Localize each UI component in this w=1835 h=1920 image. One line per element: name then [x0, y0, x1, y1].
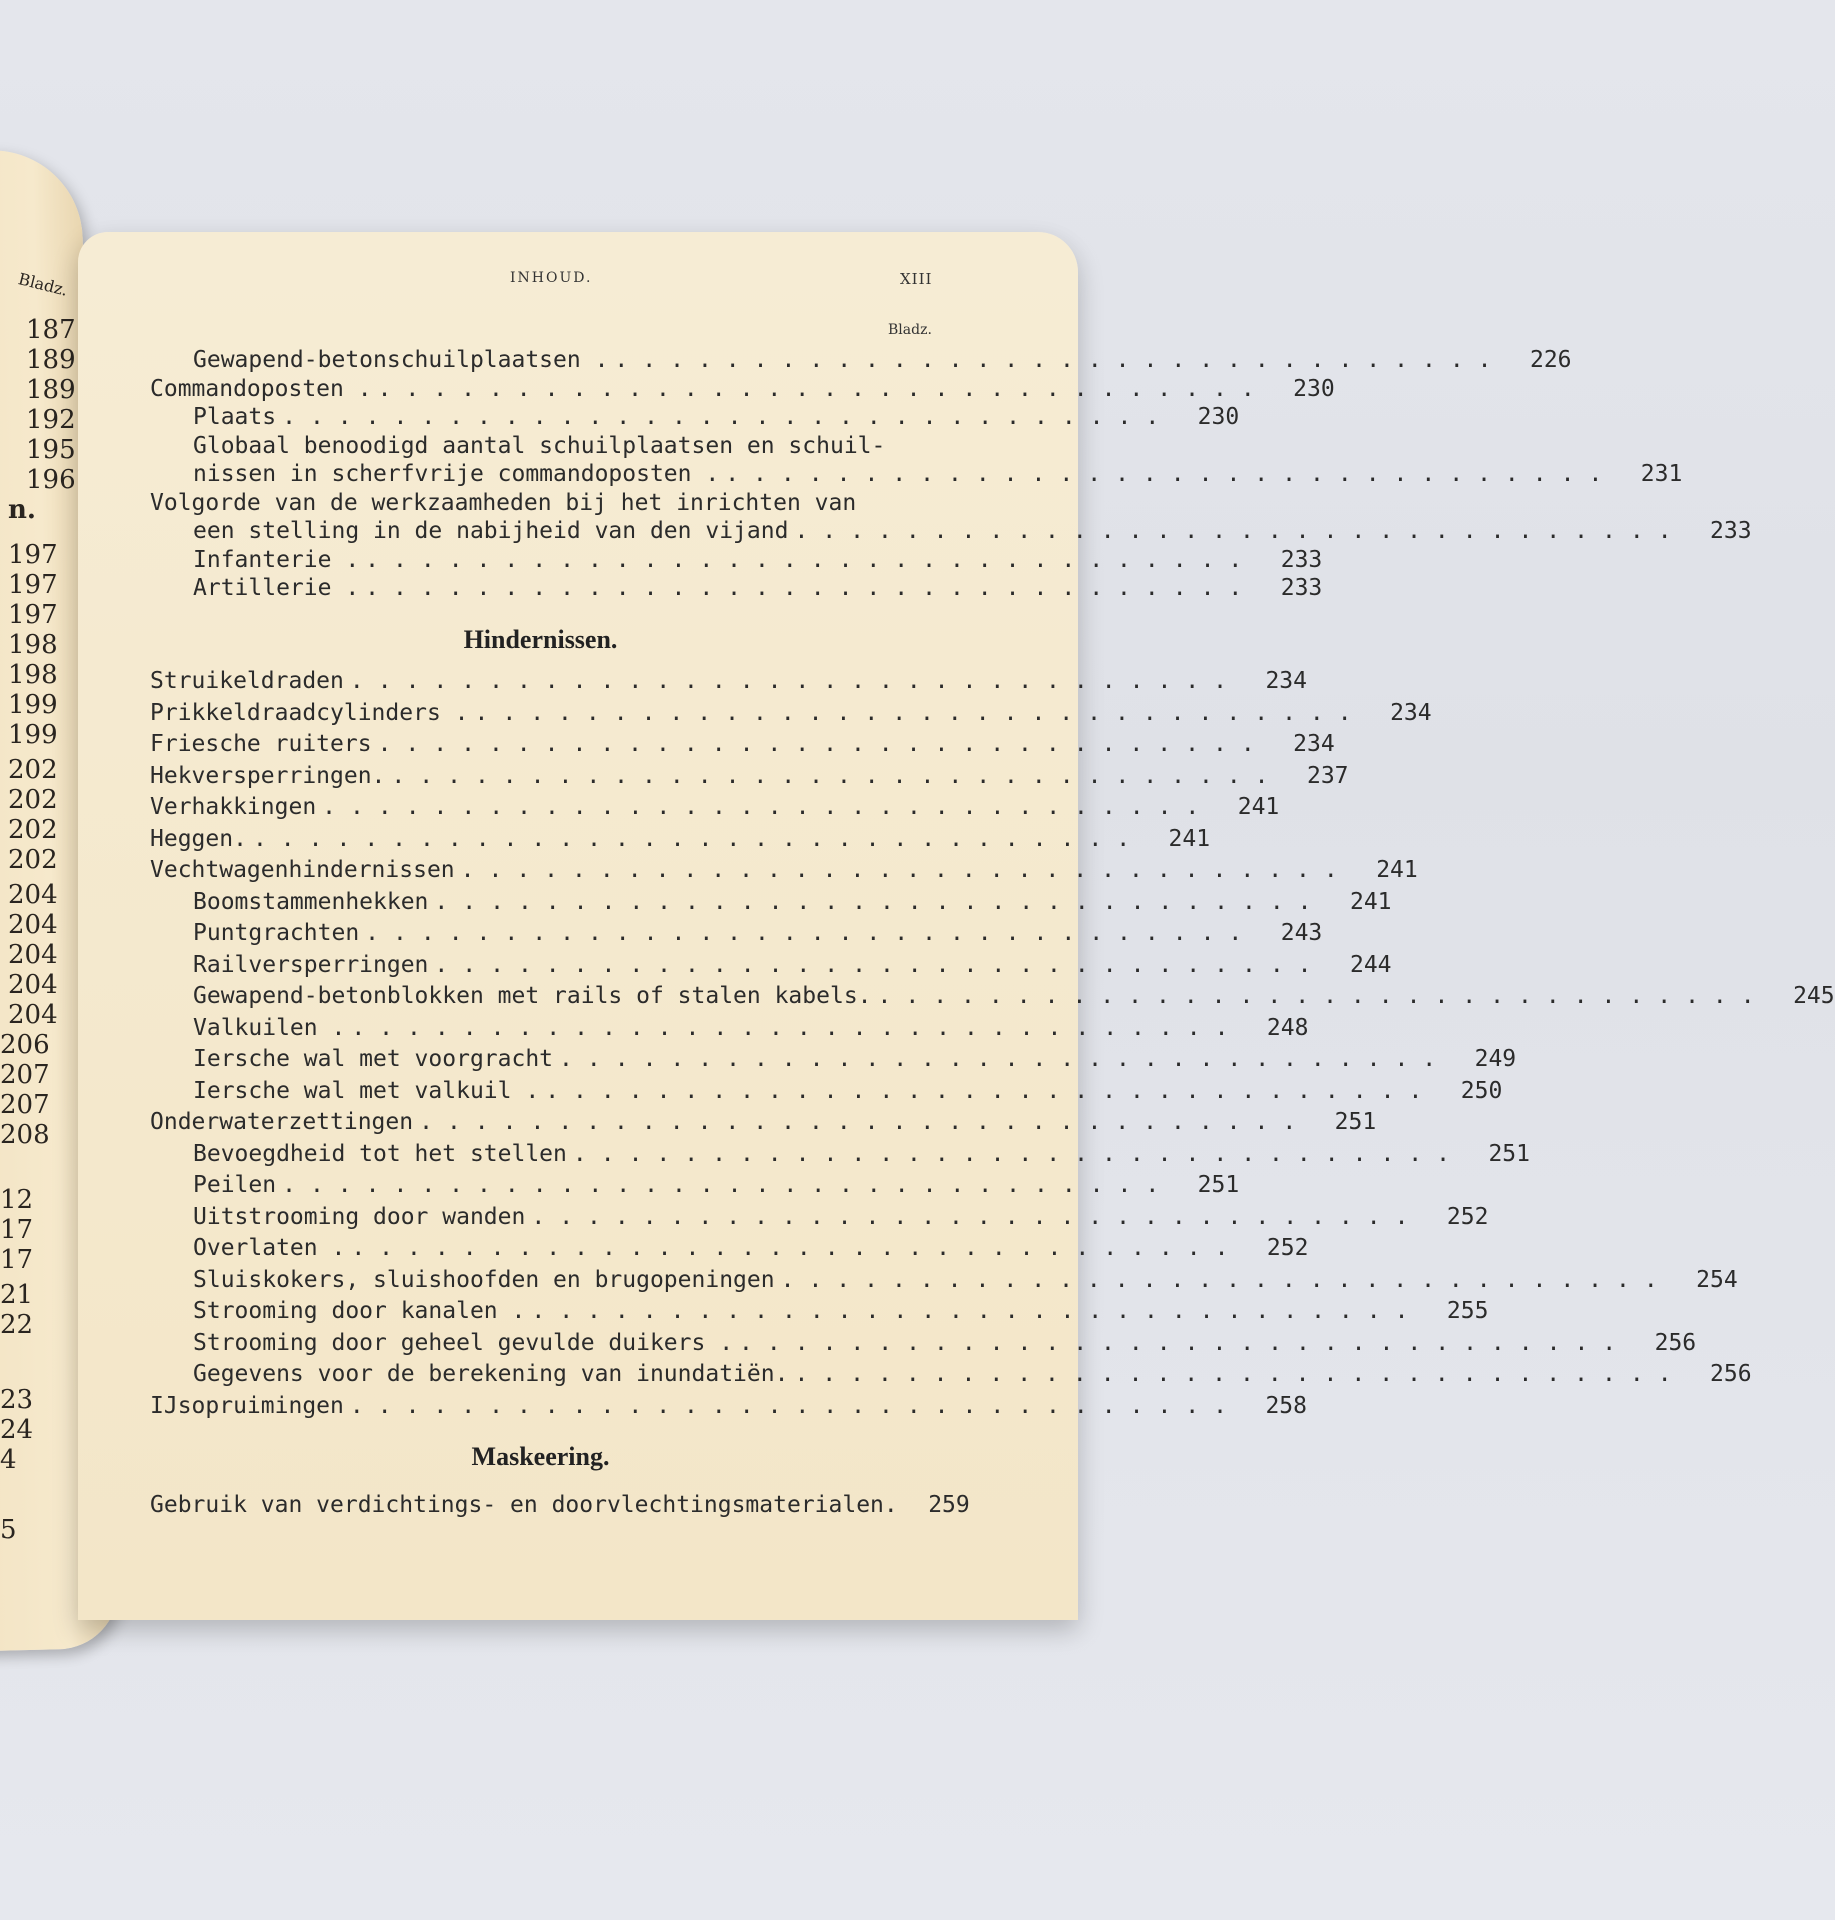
toc-entry-page: 245	[1793, 983, 1835, 1009]
running-header-title: INHOUD.	[510, 270, 593, 286]
leader-dots: ................................	[725, 461, 1617, 487]
leader-dots: ................................	[739, 1329, 1631, 1356]
left-page-number: 199	[8, 720, 58, 750]
toc-entry	[150, 347, 1572, 377]
left-page-number: 208	[0, 1120, 50, 1150]
leader-dots: ................................	[282, 404, 1174, 430]
left-page-number: 17	[0, 1245, 34, 1275]
left-page-number: 202	[8, 785, 58, 815]
left-page-number: 204	[8, 940, 58, 970]
toc-entry-label: Valkuilen .	[193, 1014, 346, 1041]
toc-entry	[150, 1392, 1307, 1423]
left-page-number: 202	[8, 815, 58, 845]
toc-entry	[150, 375, 1335, 406]
toc-entry-label: Onderwaterzettingen	[150, 1109, 414, 1135]
toc-entry	[150, 1140, 1530, 1171]
leader-dots: ................................	[365, 575, 1257, 601]
leader-dots: ................................	[377, 731, 1269, 757]
toc-entry-page: 252	[1446, 1203, 1489, 1230]
toc-entry	[150, 490, 965, 520]
left-page-number: 202	[8, 845, 58, 875]
toc-entry-label: Iersche wal met voorgracht	[193, 1046, 554, 1072]
toc-entry	[150, 794, 1280, 824]
toc-entry-label: Peilen	[193, 1172, 277, 1198]
toc-entry	[150, 575, 1323, 605]
toc-entry-label: Uitstrooming door wanden	[193, 1203, 526, 1230]
toc-entry	[150, 1109, 1377, 1139]
leader-dots: ................................	[322, 794, 1214, 820]
leader-dots: ................................	[391, 762, 1283, 789]
leader-dots: ................................	[282, 1172, 1174, 1198]
left-page-number: 195	[26, 435, 76, 465]
leader-dots: ................................	[474, 699, 1366, 726]
toc-entry	[150, 857, 1418, 887]
leader-dots: ................................	[794, 1361, 1686, 1387]
left-page-number: 204	[8, 910, 58, 940]
toc-entry-page: 226	[1529, 347, 1572, 373]
toc-entry-page: 258	[1265, 1392, 1307, 1419]
toc-entry	[150, 461, 1683, 491]
left-page-number: 198	[8, 630, 58, 660]
left-page-number: n.	[8, 495, 36, 525]
toc-entry-label: Gebruik van verdichtings- en doorvlechtingsmaterialen.	[150, 1492, 898, 1518]
toc-entry-label: Gewapend-betonschuilplaatsen .	[193, 347, 609, 373]
leader-dots: ................................	[559, 1046, 1451, 1072]
toc-entry	[150, 1266, 1738, 1297]
toc-entry-page: 234	[1390, 699, 1432, 726]
leader-dots: ................................	[434, 951, 1326, 978]
toc-entry-label: Strooming door kanalen .	[193, 1298, 526, 1324]
left-page-number: 202	[8, 755, 58, 785]
toc-entry-page: 241	[1237, 794, 1280, 820]
left-page-number: 198	[8, 660, 58, 690]
toc-entry-page: 234	[1293, 731, 1335, 757]
toc-entry	[150, 699, 1432, 730]
toc-entry-label: Plaats	[193, 404, 277, 430]
leader-dots: ................................	[349, 668, 1241, 694]
toc-entry-label: nissen in scherfvrije commandoposten .	[193, 461, 720, 487]
toc-entry	[150, 433, 965, 463]
toc-entry-page: 233	[1710, 518, 1752, 544]
toc-entry-page: 259	[928, 1492, 970, 1518]
toc-entry-label: Globaal benoodigd aantal schuilplaatsen en schuil-	[193, 432, 886, 459]
toc-entry-page: 234	[1265, 668, 1307, 694]
toc-entry	[150, 1077, 1503, 1108]
toc-entry-label: Artillerie .	[193, 575, 360, 601]
toc-entry-page: 244	[1349, 951, 1392, 978]
leader-dots: ................................	[365, 546, 1257, 573]
left-page-number: 199	[8, 690, 58, 720]
left-page-number: 207	[0, 1090, 50, 1120]
leader-dots: ................................	[614, 347, 1506, 373]
toc-entry-label: Vechtwagenhindernissen	[150, 857, 455, 883]
leader-dots: ................................	[545, 1077, 1437, 1104]
column-label: Bladz.	[888, 322, 932, 338]
toc-entry	[150, 762, 1349, 793]
toc-entry	[150, 1046, 1517, 1076]
left-page-number: 204	[8, 1000, 58, 1030]
left-page-number: 12	[0, 1185, 34, 1215]
toc-entry-page: 252	[1266, 1235, 1309, 1261]
leader-dots: ................................	[531, 1298, 1423, 1324]
toc-entry-label: Gegevens voor de berekening van inundatiën.	[193, 1361, 789, 1387]
leader-dots: ................................	[252, 825, 1145, 852]
leader-dots: ................................	[419, 1109, 1311, 1135]
toc-entry-page: 230	[1293, 375, 1335, 402]
toc-entry-label: Bevoegdheid tot het stellen	[193, 1140, 567, 1167]
leader-dots: ................................	[377, 375, 1269, 402]
leader-dots: ................................	[434, 888, 1326, 915]
left-page-number: 197	[8, 570, 58, 600]
toc-entry	[150, 1203, 1489, 1234]
left-page-number: 5	[0, 1515, 17, 1545]
toc-entry-label: Verhakkingen	[150, 794, 317, 820]
toc-entry	[150, 1014, 1309, 1045]
toc-entry	[150, 668, 1307, 698]
leader-dots: ................................	[460, 857, 1352, 883]
leader-dots: ................................	[780, 1266, 1672, 1293]
leader-dots: ................................	[877, 983, 1769, 1009]
left-page-number: 21	[0, 1280, 34, 1310]
toc-entry-label: Gewapend-betonblokken met rails of stalen kabels.	[193, 983, 872, 1009]
toc-entry-page: 256	[1710, 1361, 1752, 1387]
left-page-number: 196	[26, 465, 76, 495]
toc-entry-label: een stelling in de nabijheid van den vijand	[193, 518, 789, 544]
left-page-number: 189	[26, 345, 76, 375]
left-page-number: 22	[0, 1310, 34, 1340]
toc-entry-page: 249	[1474, 1046, 1517, 1072]
toc-entry	[150, 731, 1335, 761]
toc-entry-page: 251	[1197, 1172, 1240, 1198]
leader-dots: ................................	[351, 1014, 1243, 1041]
toc-entry-page: 256	[1654, 1329, 1697, 1356]
toc-entry-page: 243	[1280, 920, 1323, 946]
leader-dots: ................................	[365, 920, 1257, 946]
toc-entry-label: Strooming door geheel gevulde duikers .	[193, 1329, 734, 1356]
section-heading: Maskeering.	[471, 1442, 610, 1471]
toc-entry	[150, 920, 1323, 950]
toc-entry-page: 241	[1376, 857, 1418, 883]
left-page-number: 4	[0, 1445, 17, 1475]
section-heading: Hindernissen.	[463, 625, 618, 654]
toc-entry-page: 231	[1640, 461, 1683, 487]
leader-dots: ................................	[531, 1203, 1423, 1230]
leader-dots: ................................	[349, 1392, 1241, 1419]
toc-entry-label: IJsopruimingen	[150, 1392, 344, 1419]
toc-entry-label: Sluiskokers, sluishoofden en brugopeningen	[193, 1266, 775, 1293]
toc-entry-page: 251	[1334, 1109, 1377, 1135]
left-page-number: 189	[26, 375, 76, 405]
toc-entry	[150, 518, 1752, 548]
toc-entry-label: Infanterie .	[193, 546, 360, 573]
toc-entry-page: 241	[1349, 888, 1392, 915]
left-page-number: 206	[0, 1030, 50, 1060]
toc-entry-label: Puntgrachten	[193, 920, 360, 946]
toc-entry	[150, 983, 1835, 1013]
toc-entry-page: 254	[1696, 1266, 1738, 1293]
toc-entry	[150, 1492, 970, 1522]
left-page-number: Bladz.	[16, 269, 70, 300]
left-page-number: 24	[0, 1415, 34, 1445]
toc-entry	[150, 546, 1323, 577]
toc-entry-page: 233	[1280, 546, 1323, 573]
toc-entry-page: 255	[1446, 1298, 1489, 1324]
toc-entry-page: 233	[1280, 575, 1323, 601]
toc-entry-label: Volgorde van de werkzaamheden bij het inrichten van	[150, 489, 857, 516]
toc-entry-label: Railversperringen	[193, 951, 429, 978]
toc-entry-label: Struikeldraden	[150, 668, 344, 694]
toc-entry	[150, 1329, 1697, 1360]
toc-entry-label: Overlaten .	[193, 1235, 346, 1261]
toc-entry-page: 237	[1306, 762, 1349, 789]
left-page-number: 197	[8, 600, 58, 630]
toc-entry-page: 248	[1266, 1014, 1309, 1041]
toc-entry-label: Prikkeldraadcylinders .	[150, 699, 469, 726]
toc-entry-label: Iersche wal met valkuil .	[193, 1077, 540, 1104]
page-number: XIII	[900, 270, 933, 288]
toc-entry-label: Heggen.	[150, 825, 247, 852]
left-page-number: 23	[0, 1385, 34, 1415]
left-page-number: 207	[0, 1060, 50, 1090]
leader-dots: ................................	[794, 518, 1686, 544]
toc-entry	[150, 1298, 1489, 1328]
left-page-number: 204	[8, 880, 58, 910]
toc-entry-label: Hekversperringen.	[150, 762, 386, 789]
toc-entry	[150, 1235, 1309, 1265]
toc-entry-page: 250	[1460, 1077, 1503, 1104]
toc-entry	[150, 951, 1392, 982]
toc-entry-label: Boomstammenhekken	[193, 888, 429, 915]
left-page-number: 187	[26, 315, 76, 345]
toc-entry	[150, 825, 1211, 856]
left-page-number: 192	[26, 405, 76, 435]
toc-entry-label: Friesche ruiters	[150, 731, 372, 757]
toc-entry	[150, 1361, 1752, 1391]
left-page-number: 197	[8, 540, 58, 570]
toc-entry	[150, 404, 1240, 434]
toc-entry-page: 251	[1488, 1140, 1530, 1167]
toc-entry-page: 241	[1168, 825, 1211, 852]
toc-entry	[150, 888, 1392, 919]
leader-dots: ................................	[572, 1140, 1464, 1167]
left-page-number: 17	[0, 1215, 34, 1245]
left-page-number: 204	[8, 970, 58, 1000]
toc-entry-page: 230	[1197, 404, 1240, 430]
toc-entry	[150, 1172, 1240, 1202]
toc-entry-label: Commandoposten .	[150, 375, 372, 402]
leader-dots: ................................	[351, 1235, 1243, 1261]
